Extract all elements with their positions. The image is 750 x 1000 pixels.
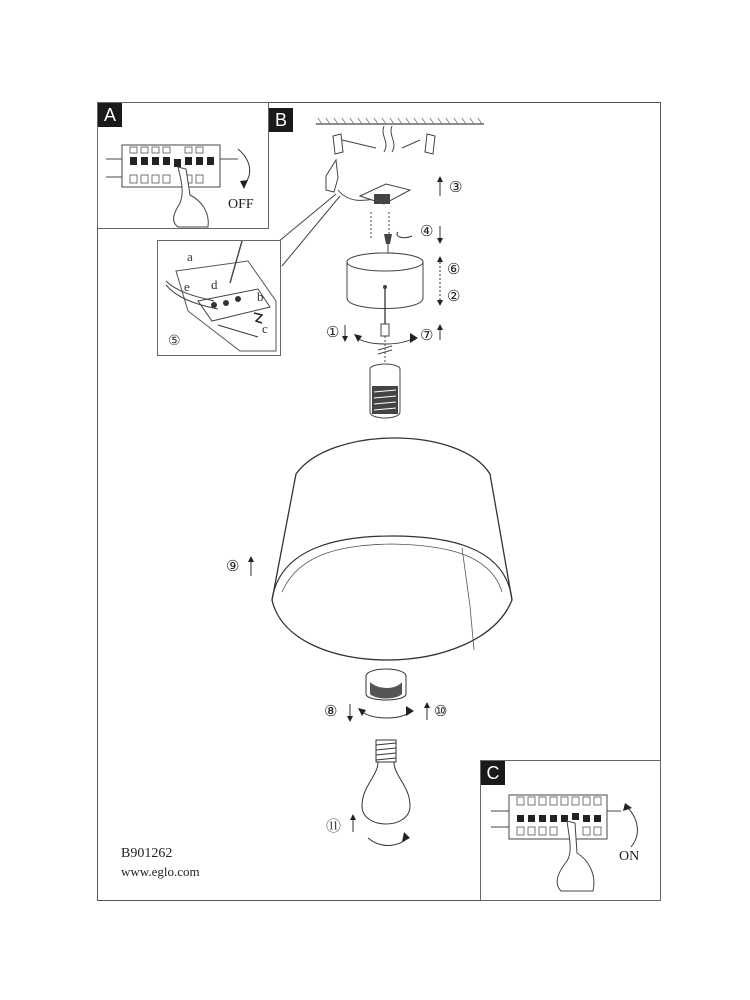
breaker-panel-on-icon (481, 761, 662, 902)
wire-label-e: e (184, 279, 190, 294)
wire-label-d: d (211, 277, 218, 292)
wire-label-a: a (187, 249, 193, 264)
step-2-label: ② (447, 289, 461, 305)
panel-b-tag: B (269, 108, 293, 132)
wire-label-c: c (262, 321, 268, 336)
website-url[interactable]: www.eglo.com (121, 864, 200, 879)
step-8-label: ⑧ (324, 704, 338, 720)
panel-c-tag: C (481, 761, 505, 785)
panel-c (480, 760, 661, 901)
step-10-label: ⑩ (434, 704, 448, 720)
step-7-label: ⑦ (420, 328, 434, 344)
step-1-label: ① (326, 325, 340, 341)
on-label: ON (619, 849, 640, 864)
step-4-label: ④ (420, 224, 434, 240)
step-6-label: ⑥ (447, 262, 461, 278)
step-11-label: ⑪ (326, 819, 342, 835)
off-label: OFF (228, 197, 254, 212)
step-9-label: ⑨ (226, 559, 240, 575)
panel-a-tag: A (98, 103, 122, 127)
wire-label-b: b (257, 289, 264, 304)
product-code: B901262 (121, 846, 173, 861)
step-3-label: ③ (449, 180, 463, 196)
step-5-label: ⑤ (168, 334, 181, 349)
